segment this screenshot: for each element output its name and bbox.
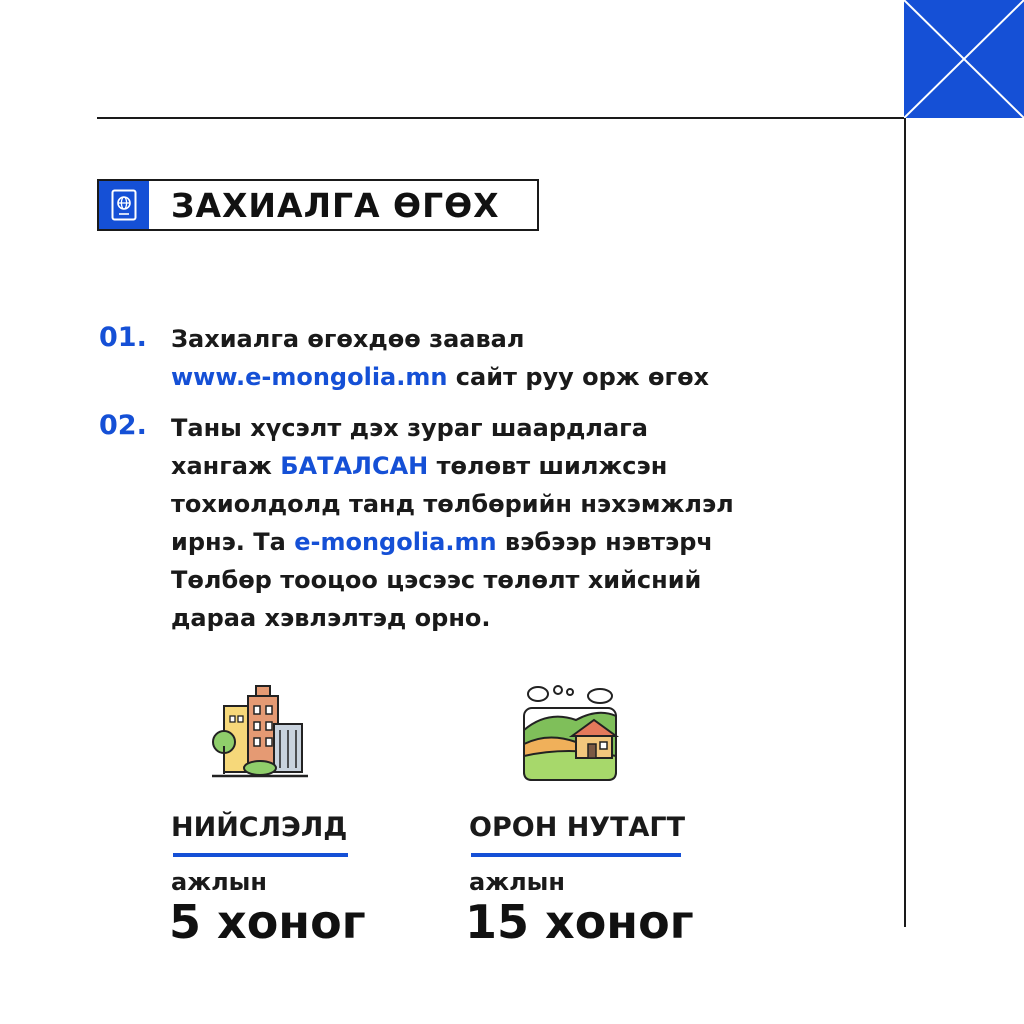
- capital-sub-label: ажлын: [171, 868, 267, 896]
- step-line: Таны хүсэлт дэх зураг шаардлага: [171, 414, 648, 442]
- step-number: 02.: [99, 410, 147, 441]
- section-header: [97, 179, 539, 231]
- corner-envelope-icon: [904, 0, 1024, 118]
- highlight-text: e-mongolia.mn: [294, 528, 497, 556]
- step-line: ирнэ. Та e-mongolia.mn вэбээр нэвтэрч: [171, 528, 713, 556]
- countryside-label: ОРОН НУТАГТ: [469, 812, 686, 843]
- step-line: Төлбөр тооцоо цэсээс төлөлт хийсний: [171, 566, 702, 594]
- capital-label: НИЙСЛЭЛД: [171, 812, 348, 843]
- step-number: 01.: [99, 322, 147, 353]
- step-text: [171, 409, 791, 637]
- step-line: тохиолдолд танд төлбөрийн нэхэмжлэл: [171, 490, 734, 518]
- step-line: www.e-mongolia.mn сайт руу орж өгөх: [171, 363, 710, 391]
- step-line: дараа хэвлэлтэд орно.: [171, 604, 491, 632]
- countryside-duration: 15 хоног: [465, 895, 694, 949]
- capital-underline: [173, 853, 348, 857]
- capital-duration: 5 хоног: [169, 895, 366, 949]
- page-title: ЗАХИАЛГА ӨГӨХ: [171, 185, 500, 225]
- step-line: Захиалга өгөхдөө заавал: [171, 325, 525, 353]
- step-line: хангаж БАТАЛСАН төлөвт шилжсэн: [171, 452, 668, 480]
- top-divider-line: [97, 117, 906, 119]
- highlight-text: www.e-mongolia.mn: [171, 363, 448, 391]
- step-text: [171, 320, 791, 396]
- right-divider-line: [904, 117, 906, 927]
- passport-icon: [111, 189, 137, 221]
- countryside-house-icon: [518, 684, 622, 784]
- countryside-sub-label: ажлын: [469, 868, 565, 896]
- countryside-underline: [471, 853, 681, 857]
- highlight-text: БАТАЛСАН: [280, 452, 429, 480]
- city-buildings-icon: [210, 684, 312, 784]
